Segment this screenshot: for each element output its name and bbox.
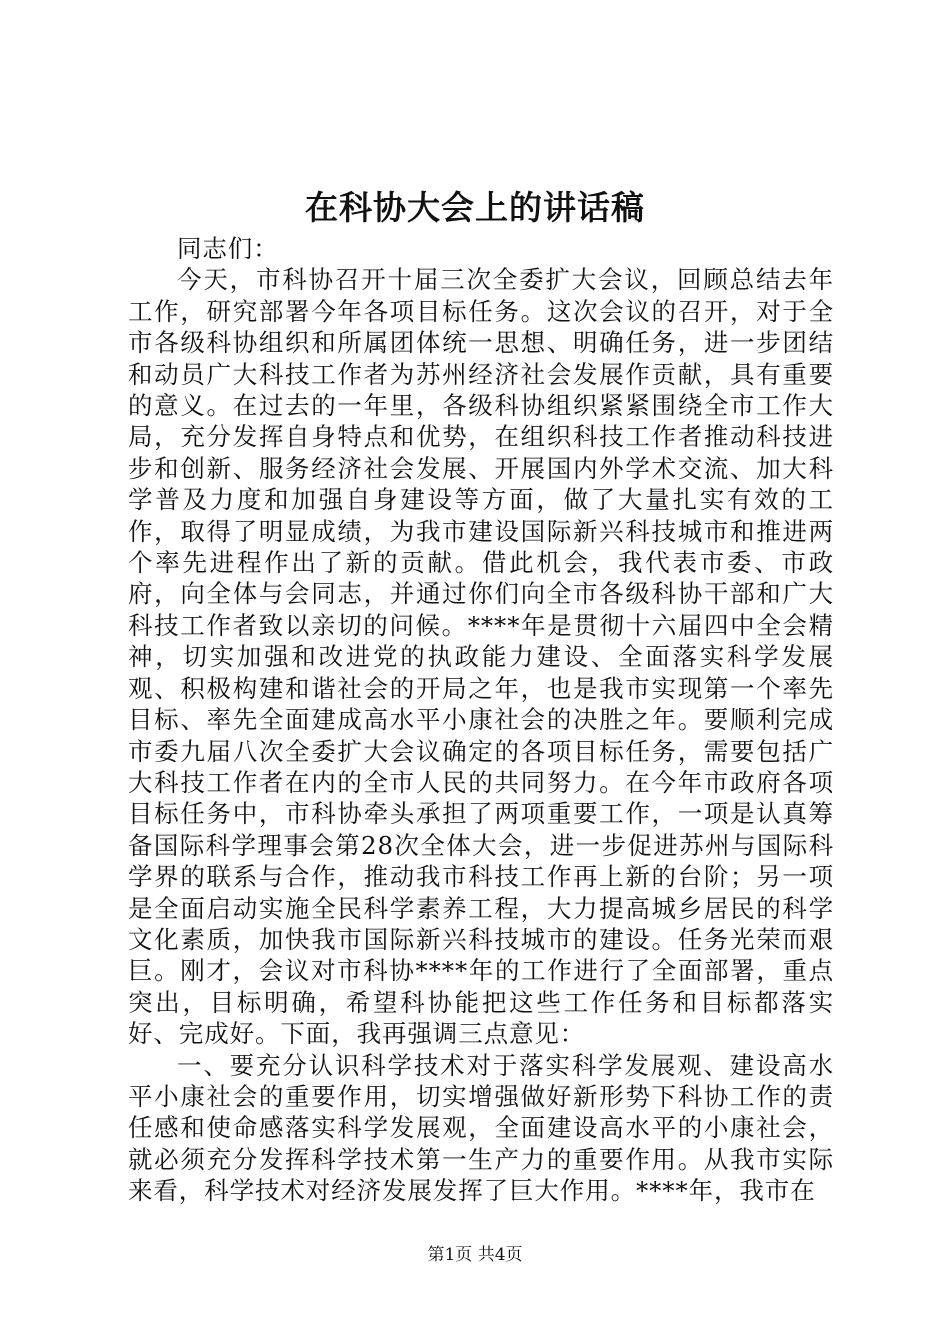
paragraph-point-one: 一、要充分认识科学技术对于落实科学发展观、建设高水平小康社会的重要作用，切实增强做好新形势下科协工作的责任感和使命感落实科学发展观，全面建设高水平的小康社会，就必须充分发挥科学技术第一生产力的重要作用。从我市实际来看，科学技术对经济发展发挥了巨大作用。****年，我市在 [128, 1050, 834, 1206]
paragraph-opening: 今天，市科协召开十届三次全委扩大会议，回顾总结去年工作，研究部署今年各项目标任务。这次会议的召开，对于全市各级科协组织和所属团体统一思想、明确任务，进一步团结和动员广大科技工作者为苏州经济社会发展作贡献，具有重要的意义。在过去的一年里，各级科协组织紧紧围绕全市工作大局，充分发挥自身特点和优势，在组织科技工作者推动科技进步和创新、服务经济社会发展、开展国内外学术交流、加大科学普及力度和加强自身建设等方面，做了大量扎实有效的工作，取得了明显成绩，为我市建设国际新兴科技城市和推进两个率先进程作出了新的贡献。借此机会，我代表市委、市政府，向全体与会同志，并通过你们向全市各级科协干部和广大科技工作者致以亲切的问候。****年是贯彻十六届四中全会精神，切实加强和改进党的执政能力建设、全面落实科学发展观、积极构建和谐社会的开局之年，也是我市实现第一个率先目标、率先全面建成高水平小康社会的决胜之年。要顺利完成市委九届八次全委扩大会议确定的各项目标任务，需要包括广大科技工作者在内的全市人民的共同努力。在今年市政府各项目标任务中，市科协牵头承担了两项重要工作，一项是认真筹备国际科学理事会第28次全体大会，进一步促进苏州与国际科学界的联系与合作，推动我市科技工作再上新的台阶；另一项是全面启动实施全民科学素养工程，大力提高城乡居民的科学文化素质，加快我市国际新兴科技城市的建设。任务光荣而艰巨。刚才，会议对市科协****年的工作进行了全面部署，重点突出，目标明确，希望科协能把这些工作任务和目标都落实好、完成好。下面，我再强调三点意见： [128, 265, 834, 1049]
document-body [128, 233, 834, 1207]
document-title: 在科协大会上的讲话稿 [305, 188, 645, 227]
page-number-footer: 第1页 共4页 [427, 1245, 523, 1265]
paragraph-greeting: 同志们： [177, 234, 279, 263]
